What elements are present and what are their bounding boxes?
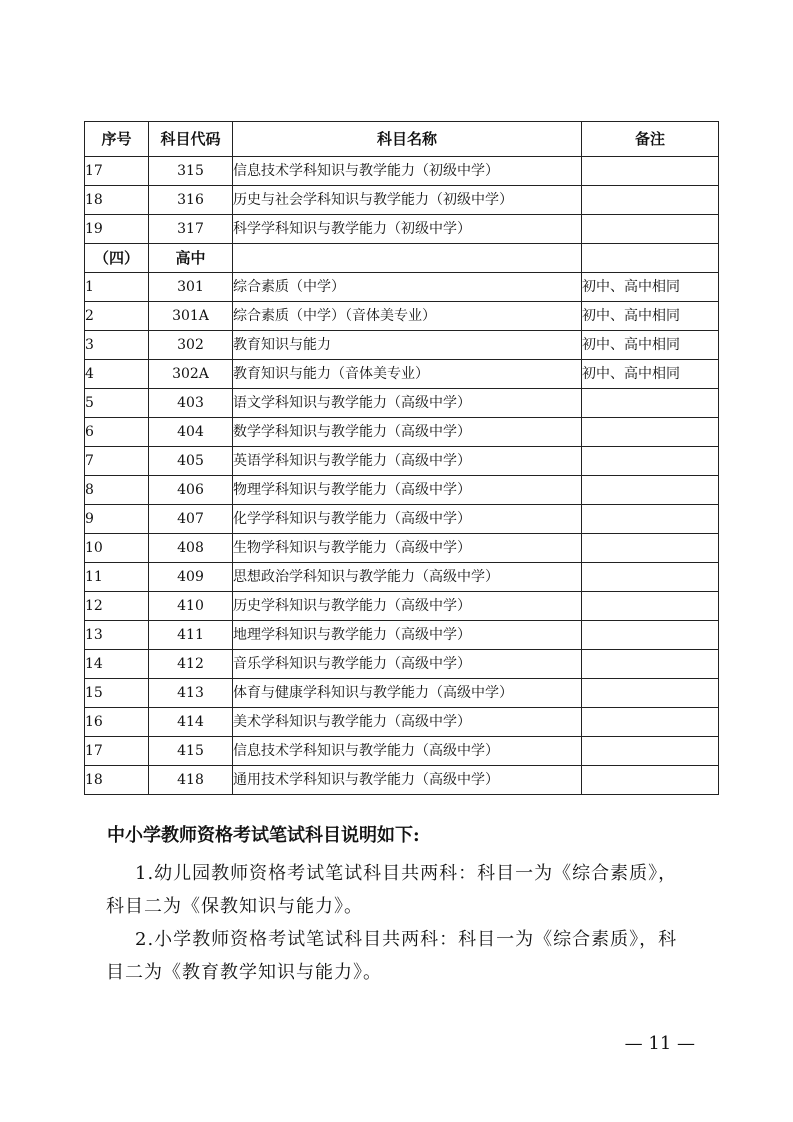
note-item-1-line-1: 1.幼儿园教师资格考试笔试科目共两科：科目一为《综合素质》， — [135, 863, 678, 884]
row-note — [582, 708, 719, 737]
header-name: 科目名称 — [233, 122, 582, 157]
row-note — [582, 389, 719, 418]
row-seq: 6 — [85, 418, 149, 447]
row-code: 407 — [149, 505, 233, 534]
row-code: 414 — [149, 708, 233, 737]
row-code: 418 — [149, 766, 233, 795]
table-row — [85, 360, 719, 389]
row-code: 413 — [149, 679, 233, 708]
row-note — [582, 534, 719, 563]
row-code: 410 — [149, 592, 233, 621]
row-code: 411 — [149, 621, 233, 650]
row-code: 302 — [149, 331, 233, 360]
row-name: 体育与健康学科知识与教学能力（高级中学） — [233, 679, 582, 708]
row-seq: 3 — [85, 331, 149, 360]
row-note: 初中、高中相同 — [582, 331, 719, 360]
row-seq: 18 — [85, 186, 149, 215]
row-name: 教育知识与能力 — [233, 331, 582, 360]
row-note: 初中、高中相同 — [582, 360, 719, 389]
row-seq: 12 — [85, 592, 149, 621]
row-code: 412 — [149, 650, 233, 679]
table-row — [85, 186, 719, 215]
row-note: 初中、高中相同 — [582, 302, 719, 331]
note-item-1-line-2: 科目二为《保教知识与能力》。 — [106, 896, 363, 917]
table-row — [85, 563, 719, 592]
row-seq: 2 — [85, 302, 149, 331]
row-code: 406 — [149, 476, 233, 505]
header-code: 科目代码 — [149, 122, 233, 157]
row-code: 404 — [149, 418, 233, 447]
table-row — [85, 592, 719, 621]
subjects-table — [84, 121, 719, 795]
row-name: 教育知识与能力（音体美专业） — [233, 360, 582, 389]
section-empty-cell — [582, 244, 719, 273]
row-name: 美术学科知识与教学能力（高级中学） — [233, 708, 582, 737]
row-note — [582, 650, 719, 679]
row-note — [582, 447, 719, 476]
row-note — [582, 215, 719, 244]
row-note — [582, 186, 719, 215]
row-name: 信息技术学科知识与教学能力（高级中学） — [233, 737, 582, 766]
table-row — [85, 418, 719, 447]
note-item-2-cont — [106, 956, 707, 989]
table-row — [85, 389, 719, 418]
row-code: 302A — [149, 360, 233, 389]
row-code: 316 — [149, 186, 233, 215]
row-name: 历史与社会学科知识与教学能力（初级中学） — [233, 186, 582, 215]
row-name: 生物学科知识与教学能力（高级中学） — [233, 534, 582, 563]
section-seq: （四） — [85, 244, 149, 273]
row-note — [582, 766, 719, 795]
row-note — [582, 157, 719, 186]
row-seq: 17 — [85, 157, 149, 186]
table-row — [85, 737, 719, 766]
row-name: 物理学科知识与教学能力（高级中学） — [233, 476, 582, 505]
row-name: 综合素质（中学）（音体美专业） — [233, 302, 582, 331]
table-row — [85, 215, 719, 244]
row-code: 415 — [149, 737, 233, 766]
note-item-1-cont — [106, 890, 707, 923]
row-note — [582, 592, 719, 621]
row-seq: 10 — [85, 534, 149, 563]
table-row — [85, 157, 719, 186]
row-code: 317 — [149, 215, 233, 244]
row-seq: 5 — [85, 389, 149, 418]
table-row — [85, 766, 719, 795]
table-row — [85, 534, 719, 563]
table-row — [85, 476, 719, 505]
exam-notes — [107, 823, 707, 989]
table-row — [85, 708, 719, 737]
header-note: 备注 — [582, 122, 719, 157]
row-name: 信息技术学科知识与教学能力（初级中学） — [233, 157, 582, 186]
row-code: 408 — [149, 534, 233, 563]
header-seq: 序号 — [85, 122, 149, 157]
row-note — [582, 679, 719, 708]
row-note — [582, 621, 719, 650]
row-seq: 15 — [85, 679, 149, 708]
table-row — [85, 447, 719, 476]
row-note — [582, 505, 719, 534]
row-seq: 18 — [85, 766, 149, 795]
row-name: 地理学科知识与教学能力（高级中学） — [233, 621, 582, 650]
row-name: 音乐学科知识与教学能力（高级中学） — [233, 650, 582, 679]
notes-title: 中小学教师资格考试笔试科目说明如下: — [107, 825, 420, 846]
row-seq: 16 — [85, 708, 149, 737]
table-row — [85, 679, 719, 708]
row-seq: 13 — [85, 621, 149, 650]
row-name: 科学学科知识与教学能力（初级中学） — [233, 215, 582, 244]
row-name: 化学学科知识与教学能力（高级中学） — [233, 505, 582, 534]
table-row — [85, 621, 719, 650]
table-row — [85, 331, 719, 360]
row-seq: 4 — [85, 360, 149, 389]
row-code: 315 — [149, 157, 233, 186]
row-note: 初中、高中相同 — [582, 273, 719, 302]
row-name: 通用技术学科知识与教学能力（高级中学） — [233, 766, 582, 795]
row-seq: 19 — [85, 215, 149, 244]
note-item-2 — [107, 923, 707, 956]
row-name: 综合素质（中学） — [233, 273, 582, 302]
row-code: 405 — [149, 447, 233, 476]
row-name: 历史学科知识与教学能力（高级中学） — [233, 592, 582, 621]
row-seq: 9 — [85, 505, 149, 534]
section-empty-cell — [233, 244, 582, 273]
row-name: 思想政治学科知识与教学能力（高级中学） — [233, 563, 582, 592]
row-seq: 1 — [85, 273, 149, 302]
row-seq: 7 — [85, 447, 149, 476]
row-seq: 11 — [85, 563, 149, 592]
row-seq: 17 — [85, 737, 149, 766]
row-code: 409 — [149, 563, 233, 592]
section-row — [85, 244, 719, 273]
row-name: 数学学科知识与教学能力（高级中学） — [233, 418, 582, 447]
row-seq: 14 — [85, 650, 149, 679]
row-code: 301A — [149, 302, 233, 331]
note-item-1 — [107, 857, 707, 890]
note-item-2-line-2: 目二为《教育教学知识与能力》。 — [106, 962, 382, 983]
row-note — [582, 563, 719, 592]
table-row — [85, 505, 719, 534]
row-note — [582, 737, 719, 766]
row-code: 403 — [149, 389, 233, 418]
page-number: — 11 — — [624, 1033, 695, 1054]
row-note — [582, 418, 719, 447]
note-item-2-line-1: 2.小学教师资格考试笔试科目共两科：科目一为《综合素质》，科 — [135, 929, 678, 950]
row-name: 语文学科知识与教学能力（高级中学） — [233, 389, 582, 418]
row-seq: 8 — [85, 476, 149, 505]
table-row — [85, 273, 719, 302]
row-name: 英语学科知识与教学能力（高级中学） — [233, 447, 582, 476]
table-header-row — [85, 122, 719, 157]
table-row — [85, 302, 719, 331]
row-note — [582, 476, 719, 505]
row-code: 301 — [149, 273, 233, 302]
table-row — [85, 650, 719, 679]
section-title: 高中 — [149, 244, 233, 273]
